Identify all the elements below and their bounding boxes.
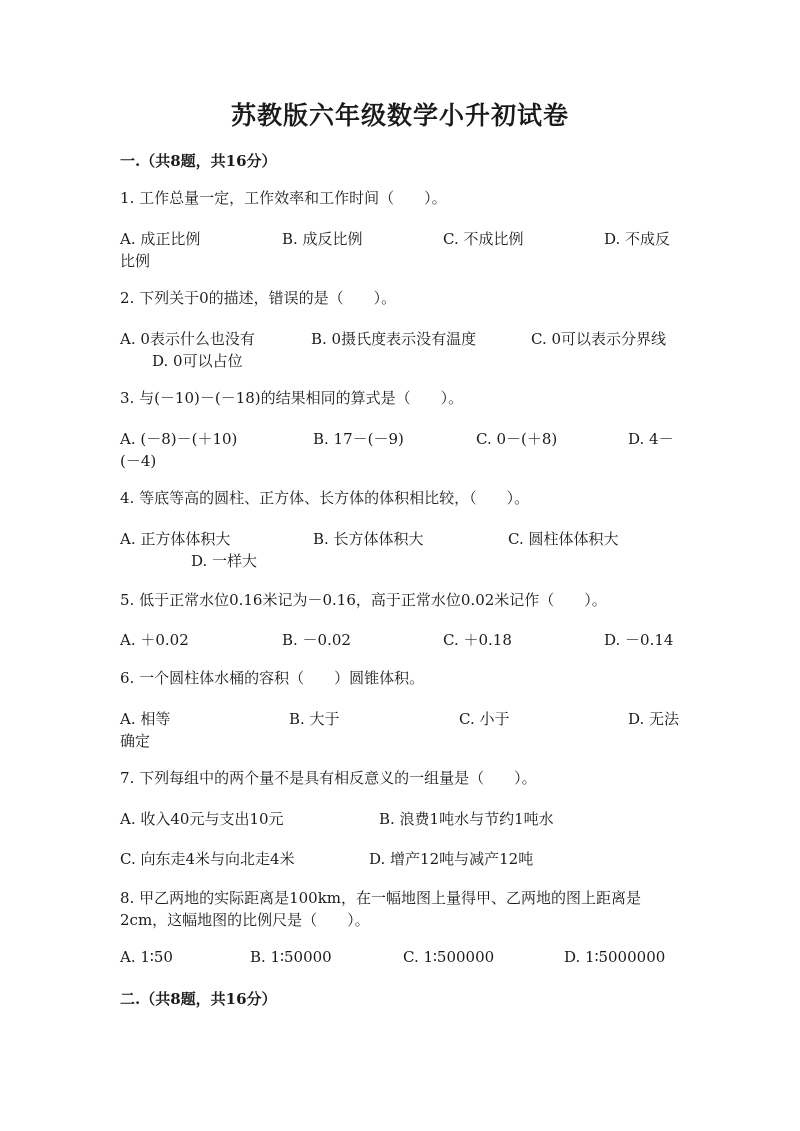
option-c: C. 小于 xyxy=(459,710,510,728)
option-b: B. 1∶50000 xyxy=(250,948,332,966)
option-d-wrap: 比例 xyxy=(120,252,151,270)
page-title: 苏教版六年级数学小升初试卷 xyxy=(230,101,569,130)
option-a: A. 成正比例 xyxy=(120,230,201,248)
option-c: C. 0可以表示分界线 xyxy=(531,330,667,348)
option-a: A. (－8)－(＋10) xyxy=(120,430,238,448)
option-c: C. 不成比例 xyxy=(443,230,524,248)
option-c: C. 1∶500000 xyxy=(403,948,495,966)
option-a: A. 正方体体积大 xyxy=(120,530,231,548)
option-a: A. 收入40元与支出10元 xyxy=(120,810,284,828)
option-d: D. 1∶5000000 xyxy=(564,948,666,966)
option-d: D. 0可以占位 xyxy=(152,352,243,370)
option-a: A. 1∶50 xyxy=(120,948,173,966)
question-text: 8. 甲乙两地的实际距离是100km，在一幅地图上量得甲、乙两地的图上距离是2cm，这幅地图的比例尺是（ ）。 xyxy=(120,889,642,929)
question-text: 6. 一个圆柱体水桶的容积（ ）圆锥体积。 xyxy=(120,669,425,687)
question-text: 3. 与(－10)－(－18)的结果相同的算式是（ ）。 xyxy=(120,389,464,407)
option-d: D. 增产12吨与减产12吨 xyxy=(369,850,534,868)
option-c: C. 0－(＋8) xyxy=(476,430,558,448)
option-a: A. 相等 xyxy=(120,710,171,728)
option-c: C. 向东走4米与向北走4米 xyxy=(120,850,295,868)
option-b: B. 长方体体积大 xyxy=(313,530,424,548)
option-c: C. ＋0.18 xyxy=(443,631,512,649)
question-text: 2. 下列关于0的描述，错误的是（ ）。 xyxy=(120,289,397,307)
question-text: 7. 下列每组中的两个量不是具有相反意义的一组量是（ ）。 xyxy=(120,769,537,787)
option-b: B. －0.02 xyxy=(282,631,351,649)
question-text: 5. 低于正常水位0.16米记为－0.16，高于正常水位0.02米记作（ ）。 xyxy=(120,591,607,609)
option-b: B. 浪费1吨水与节约1吨水 xyxy=(379,810,554,828)
section-heading: 一.（共8题，共16分） xyxy=(120,152,277,170)
option-d: D. 无法 xyxy=(628,710,680,728)
option-a: A. ＋0.02 xyxy=(120,631,189,649)
option-c: C. 圆柱体体积大 xyxy=(508,530,619,548)
section-heading: 二.（共8题，共16分） xyxy=(120,990,277,1008)
option-d: D. 4－ xyxy=(628,430,674,448)
option-d: D. 一样大 xyxy=(191,552,258,570)
option-d-wrap: 确定 xyxy=(120,732,151,750)
option-b: B. 大于 xyxy=(289,710,340,728)
option-b: B. 成反比例 xyxy=(282,230,363,248)
option-b: B. 0摄氏度表示没有温度 xyxy=(311,330,477,348)
option-b: B. 17－(－9) xyxy=(313,430,404,448)
option-d-wrap: (－4) xyxy=(120,452,157,470)
question-text: 1. 工作总量一定，工作效率和工作时间（ ）。 xyxy=(120,189,447,207)
question-text: 4. 等底等高的圆柱、正方体、长方体的体积相比较，（ ）。 xyxy=(120,489,530,507)
option-d: D. －0.14 xyxy=(604,631,674,649)
option-d: D. 不成反 xyxy=(604,230,671,248)
option-a: A. 0表示什么也没有 xyxy=(120,330,255,348)
